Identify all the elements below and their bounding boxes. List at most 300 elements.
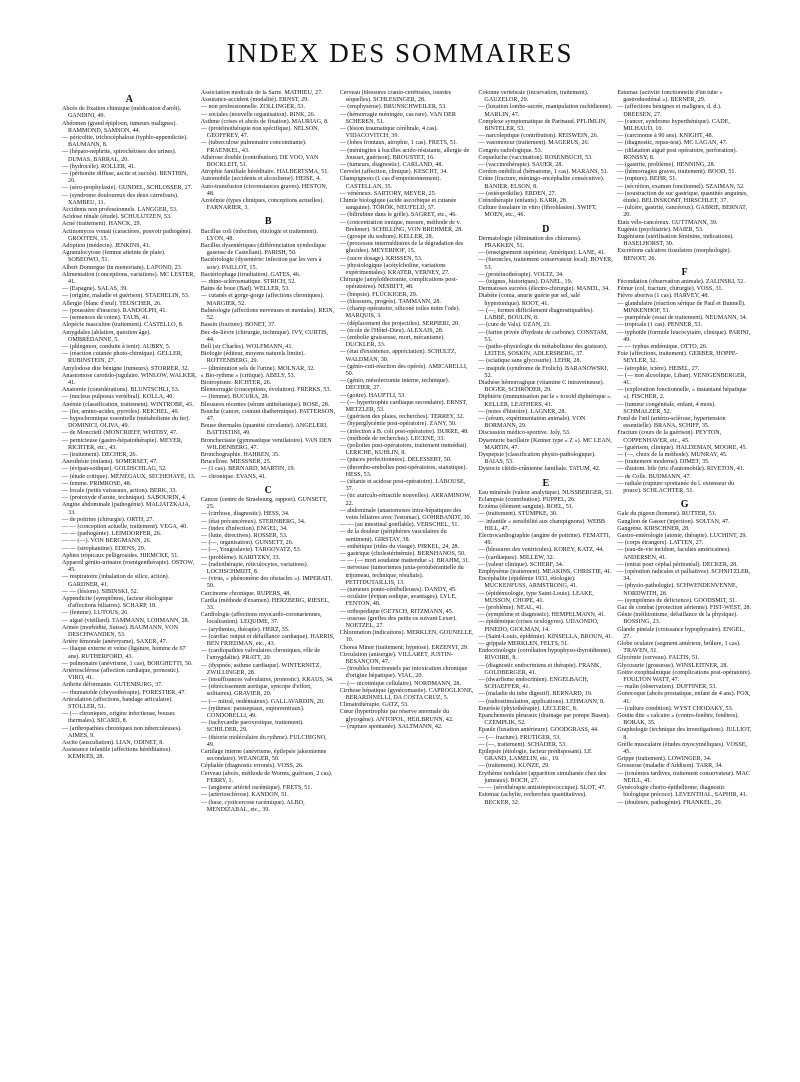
- index-entry: Azotémie (types cliniques, conceptions actuelles). FARNARIER, 3.: [200, 198, 324, 212]
- index-entry: — (enseignement supérieur, Amérique). LANE, 41.: [478, 250, 606, 257]
- index-entry: — (exploration fonctionnelle, « instantané hépatique »). FISCHER, 2.: [617, 387, 747, 401]
- index-entry: — (blessures, progrès). TAMMANN, 28.: [339, 298, 441, 305]
- index-entry: — (hydrocèle). ROLLER, 41.: [62, 163, 136, 170]
- index-entry: — rhumatoïde (chrysothérapie). FORESTIER, 47.: [62, 689, 186, 696]
- index-entry: — (déplacement des projectiles). SERPIERI, 20.: [339, 320, 460, 327]
- index-entry: — (patho-physiologie du métabolisme des graisses). LEITES, SOSKIN, ADLERSBERG, 37.: [478, 343, 608, 358]
- index-entry: — (arythmies, thérapie). HERZ, 35.: [200, 626, 290, 633]
- section-letter: F: [681, 266, 688, 278]
- index-entry: Complexe symptomatique de Parinaud. PFLIMLIN, BINTELER, 53.: [478, 118, 607, 133]
- index-entry: « Bio-rythme » (critique). ABELY, 53.: [200, 372, 296, 379]
- index-entry: Diphtérie (immunisation par le « toxoïd diphtérique ». KELLER, LEATHERS, 41.: [478, 394, 612, 408]
- index-entry: Erythème nodulaire (apparition simultanée chez des jumeaux). ROCH, 27.: [478, 770, 607, 784]
- index-entry: Abcès de fixation chimique (médication d'arrêt). GANDINI, 49.: [62, 106, 182, 120]
- index-entry: Cœur (hypertrophie par réserve anormale du glycogène). ANTOPOL, HEILBRUNN, 42.: [339, 709, 454, 723]
- index-entry: — (— mitral, oedémateux). GALLAVARDIN, 20.: [200, 698, 325, 705]
- index-entry: — (fer, amino-acides, pyrroles). REICHEL, 40.: [62, 408, 180, 415]
- index-entry: Grossesse (maladie d'Addison). TARR, 34.: [617, 763, 723, 770]
- index-entry: — (champ opératoire, siliconé toiles notre l'ode). MARQUIS, 3.: [339, 306, 461, 320]
- index-entry: Bouse thermales (quantité circulante). ANGELERI, BATTISTINI, 49.: [200, 423, 328, 437]
- index-entry: — (biopsie). FLÜCKIGER, 29.: [339, 291, 418, 298]
- index-entry: — (artériosclérose). KANDON, 51.: [200, 792, 289, 799]
- index-entry: — (pinces perfectionnées). DELESSERT, 50.: [339, 457, 452, 464]
- index-entry: Climatothérapie. GATZ, 53.: [339, 702, 409, 709]
- index-entry: — vasomoteur (traitement). MAGERUS, 26.: [478, 140, 590, 147]
- index-entry: — (— hypertrophie cardiaque secondaire). ERNST, METZLER, 53.: [339, 399, 468, 413]
- section-letter: A: [125, 94, 134, 105]
- index-entry: Alimentation (conceptions, variations). MC LESTER, 41.: [62, 271, 195, 286]
- index-entry: — hypochromique essentielle (métabolisme du fer). DOMINICI, OLIVA, 49.: [62, 415, 190, 430]
- index-entry: — (insuffisances valvulaires, pronostic). KRAUS, 34.: [200, 677, 334, 684]
- index-entry: — (soustraction de suc gastrique, quantités anguines, étude). BELINSKOMT, HIRSCHLET, 37.: [617, 190, 748, 205]
- index-entry: — (génio, mésolectomie interne, technique). DECHER, 27.: [339, 378, 450, 392]
- index-entry: Artère fémorale (anévrysme). SAXER, 47.: [62, 639, 168, 646]
- index-entry: — (tachycardie paroxystique, traitement). SCHILDER, 29.: [200, 720, 304, 734]
- index-entry: — épidémique (crises oculogyres). UDAONDO, PINEDO, GIOLMAN, 14.: [478, 619, 599, 633]
- index-entry: — (—, traitement). SCHÄDER, 53.: [478, 741, 567, 748]
- section-letter: D: [542, 223, 550, 235]
- index-entry: — typhoïde (formule leucocytaire, clinique). PARINI, 49.: [617, 329, 751, 343]
- index-entry: — (rupture spontanée). SALTMANN, 42.: [339, 723, 443, 730]
- index-entry: — (atrophie, ictère). HEBEL, 27.: [617, 365, 700, 372]
- index-entry: — pulmonaire (anévrisme, 1 cas), BORGHETTI, 50.: [62, 660, 193, 667]
- index-entry: — de Colle. BUDMANN, 47.: [617, 473, 692, 480]
- index-entry: — — (sérothérapie antistreptococcique). SLOT, 47.: [478, 785, 606, 792]
- index-entry: Association médicale de la Sarre. MATHIEU, 27.: [200, 90, 323, 96]
- index-entry: Champignons (1 cas d'empoisonnement). CASTELLAN, 35.: [339, 176, 441, 190]
- index-entry: Estomac (achylie, recherches quantitatives). BECKER, 32.: [478, 792, 587, 806]
- index-entry: — (eau-de-vie incident, facultés américaines). ANDERSEN, 41.: [617, 547, 731, 561]
- index-entry: Endocrinologie (corrélation hypophyso-thyroïdienne). RIVOIRE, 8.: [478, 648, 612, 662]
- index-entry: — (—, choix de la méthode). MUNRAY, 45.: [617, 451, 728, 458]
- index-entry: — (groupe du sodium). KELLER, 28.: [339, 234, 434, 241]
- index-entry: Bouche (cancer, courant diathermique). PATTERSON, 47.: [200, 408, 336, 422]
- index-entry: — (école de l'Hôtel-Dieu). ALEXAIS, 28.: [339, 327, 444, 334]
- index-entry: — — (conception actuelle, traitement). VEGA, 40.: [62, 523, 188, 530]
- index-entry: — (—, formes difficilement diagnostiquables). LABBÉ, BOULIN, 8.: [478, 307, 594, 322]
- index-entry: — (luxation lombo-sacrée, manipulation rachidienne). MARLIN, 47.: [478, 104, 613, 118]
- index-entry: — (dwarfisme endocrinien). ENGELBACH, SCHAEFFER, 41.: [478, 677, 589, 691]
- index-entry: — (traitement). DECHER, 26.: [62, 451, 138, 458]
- index-entry: — de Moncrieff (MONCRIEFF, WHITBY, 47.: [62, 430, 178, 437]
- index-entry: — (origine, maladie et guérison). STAEHELIN, 53.: [62, 293, 190, 300]
- index-entry: — (méthode de recherches). LECENE, 33.: [339, 435, 445, 442]
- index-entry: Asthme (crises et abcès de fixation). MAURIAG, 8.: [200, 118, 329, 125]
- index-entry: — (radiostimulation, applications). LEHMANN, 8.: [478, 698, 605, 705]
- index-entry: Fracture (cours de la guérison). PEYTON, COPPENHAVER, etc., 45.: [617, 430, 722, 444]
- index-entry: Culture tissulaire in vitro (fibroblastes). SWIFT, MOEN, etc., 46.: [478, 205, 597, 219]
- index-entry: — (problème). NEAL, 41.: [478, 605, 544, 612]
- index-entry: — (épidémiologie, type Saint-Louis). LEAKE, MUSSON, CHOPE, 41.: [478, 590, 594, 604]
- index-entry: — cutanés et gorge-gorge (affections chroniques). MARGIER, 52.: [200, 293, 324, 307]
- index-entry: Etats vélo-cancéreux. GUTTMANN, 39.: [617, 219, 718, 226]
- index-entry: — (douleurs, pathogénie). FRANKEL, 29.: [617, 799, 723, 806]
- index-entry: Colonne vertébrale (incurvation, traitement). GAUZELOR, 29.: [478, 90, 589, 104]
- index-entry: — (tumeurs ponto-cérébelleuses). DANDY, 45.: [339, 587, 457, 594]
- index-entry: — (sécrétion, examen fonctionnel). SZAIMAN, 52.: [617, 183, 745, 190]
- index-entry: — (culture condition). WYST CHODAKY, 53.: [617, 705, 734, 712]
- index-entry: Emphysème (traitement). MEAKINS, CHRISTIE, 41.: [478, 569, 612, 575]
- index-entry: Discussion médico-sportive. Joly, 53.: [478, 430, 571, 437]
- index-entry: — — (strophantine). EDENS, 29.: [62, 545, 146, 552]
- index-entry: — (péritonite diffuse, ascite et succès). BENTHIN, 26.: [62, 171, 188, 185]
- index-entry: — abdominale (anastomoses intra-hépatiques des voies biliaires avec l'estomac). GOHRBANDT, 30.: [339, 507, 472, 521]
- index-entry: Acné (traitement). HANCK, 29.: [62, 221, 142, 228]
- index-entry: — (traitement moderne). DIMET, 35.: [617, 459, 710, 466]
- index-entry: — (vaccinothérapie). SAUER, 28.: [478, 162, 563, 169]
- index-entry: Blessures récentes (sérum antitétanique). ROSE, 28.: [200, 401, 330, 408]
- index-entry: — (sérum, expérimentation animale). VON BORMANN, 29.: [478, 415, 586, 430]
- index-entry: — (radiothérapie, réticulocytes, variations). LOCHSCHMIDT, 8.: [200, 561, 309, 575]
- index-entry: — (dilatation aiguë post opératoire, perforation). RONSSY, 8.: [617, 147, 738, 161]
- index-entry: — (phlegmon, conduite à tenir). AUBRY, 5.: [62, 343, 171, 350]
- index-entry: — (angiome artériel racémique). FRETS, 51.: [200, 785, 312, 792]
- index-entry: Bacilles dysentériques (différenciation symbolique gaseuse de Castellani). PARISH, 50.: [200, 243, 326, 257]
- index-entry: — (femme). LUTOUS, 26.: [62, 610, 129, 617]
- index-entry: Estomac (activité fonctionnelle d'un tube « gastroduodénal »). BERNER, 29.: [617, 90, 723, 104]
- section-letter: B: [264, 216, 272, 228]
- index-entry: — péricolite, trichocéphalose (typhlo-appendicite). BAUMANN, 8.: [62, 135, 188, 149]
- index-entry: — aiguë (vieillard). TAMMANN, LOHMANN, 28.: [62, 617, 190, 624]
- index-entry: — (rupture). BEHR, 51.: [617, 176, 677, 183]
- index-entry: Epanchements pleuraux (drainage par pompe Busen). CZEMPLIK, 52.: [478, 713, 611, 727]
- index-entry: — (génio-cuti-réaction des opérés). AMICARELLI, 50.: [339, 363, 468, 377]
- index-entry: Abdomen (grand épiploon, tumeurs malignes). RAMMOND, SAMSON, 44.: [62, 120, 177, 134]
- index-entry: — (cure de Vals). UZAN, 23.: [478, 322, 551, 329]
- index-entry: Albert Domergue (in memoriam). LAFOND, 23.: [62, 264, 183, 271]
- index-entry: Arthrite déformante. GUTENBURG, 37.: [62, 682, 163, 689]
- index-entry: Agranulocytose (femme atteinte de plaie). SOBEOWO, 51.: [62, 250, 166, 264]
- index-entry: — — (— mort soudaine inattendue »). BRAHM, 31.: [339, 558, 470, 565]
- index-entry: — (diminution sels de l'urine). MOLNAR, 32.: [200, 365, 315, 372]
- index-entry: Anastomose carotido-jugulaire. WINLOW, WALKER, 41.: [62, 372, 197, 386]
- index-entry: Gale du pigeon (homme). RUTTER, 51.: [617, 511, 717, 518]
- index-entry: — — (pathogénie). LEIMDORFER, 26.: [62, 531, 162, 538]
- index-entry: — radiale (rupture spontanée du l. extenseur du pouce). SCHLACHTER, 51.: [617, 480, 735, 494]
- index-entry: — (thrombo-embolies post-opératoires, statistique). HESS, 53.: [339, 464, 467, 478]
- index-entry: — (arthropathies chroniques non tuberculeuses). AIMES, 9.: [62, 725, 182, 739]
- index-entry: Ascite (auscultation). LIAN, ODINET, 8.: [62, 740, 164, 747]
- index-entry: Eczéma (élément sanguin). ROEL, 51.: [478, 504, 574, 511]
- index-entry: Articulation (affections, bandage articulaire). STOLLER, 51.: [62, 696, 173, 711]
- index-entry: Enurésie (phytothérapie). LECLERC, 8.: [478, 705, 578, 712]
- index-columns: [62, 90, 752, 1070]
- index-entry: — oculaire (évipan sodique, avantages). LYLE, FENTON, 48.: [339, 594, 457, 608]
- index-entry: — (méningites à bacilles acido-résistants, allergie de Jousset, guérison). BROUSTET, 16.: [339, 147, 470, 161]
- index-entry: — insipide (syndrome de Frolich). BARANOWSKI, 52.: [478, 365, 609, 379]
- index-entry: Adoption (médecin). JENKINS, 41.: [62, 243, 151, 250]
- index-entry: Circulation (anisergie). VILLARET, JUSTIN-BESANÇON, 47.: [339, 651, 453, 666]
- index-entry: — de poitrine (chirurgie). ORTH, 27.: [62, 516, 154, 523]
- index-entry: — (rythmes: paraseptaux, supraventraux). CONDORELLI, 49.: [200, 705, 305, 720]
- index-entry: Fièvre aboriva (1 cas). HARVEY, 48.: [617, 293, 710, 300]
- index-entry: — (diagnostic endocriniens et thérapie). FRANK, GOLDBERGER, 41.: [478, 662, 602, 676]
- index-column-5: [617, 90, 752, 1070]
- index-entry: Bactériophage (irradiation). GATES, 46.: [200, 271, 301, 278]
- index-entry: Electrocardiographie (angine de poitrine). FEMATTI, 49.: [478, 532, 611, 547]
- index-entry: — (sucre dosage). KRISSEN, 53.: [339, 255, 423, 262]
- index-entry: Alopécie masculine (traitement). CASTELLO, 8.: [62, 322, 184, 329]
- index-entry: — (virus, « phénomène des obstacles »). IMPERATI, 50.: [200, 576, 333, 590]
- index-entry: Cardia (méthode d'examen). HERZBERG, RIESEL, 33.: [200, 597, 330, 612]
- index-entry: — (cardiopathies valvulaires chroniques, rôle de l'amygdalite). PRATT, 20.: [200, 648, 321, 662]
- index-entry: — (étude critique). MÉNÉGAUX, SECHEHAYE, 13.: [62, 473, 196, 480]
- index-entry: Bacillus coli (infection, étiologie et traitement). LYON, 48.: [200, 228, 318, 242]
- index-entry: — malin (observation). DUFFINER, 53.: [617, 684, 717, 691]
- index-entry: Gastro-entérologie (atonie, thérapie). LUCHINT, 29.: [617, 532, 748, 539]
- index-entry: — (traitement). STÜMPKE, 30.: [478, 511, 558, 518]
- index-entry: Bactériologie (dysentérie: infection par les vers à soie). PAILLOT, 15.: [200, 257, 322, 271]
- index-entry: — pernicieuse (gastro-hépatothérapie). MEYER, RICHTER, etc., 43.: [62, 437, 183, 451]
- index-entry: Chirurgie (amyloïdectomie, complications post-opératoires). NESBITT, 48.: [339, 277, 458, 291]
- index-entry: — (protéinothérapie non spécifique). NELSON, GEOFFREY, 47.: [200, 126, 320, 140]
- index-column-3: [340, 90, 475, 1070]
- index-entry: Goitre exophtalmique (complications post-opératoire). FOULTON WATT, 47.: [617, 669, 752, 684]
- index-entry: — (sciatique sans glycosurie). LEHR, 28.: [478, 358, 582, 365]
- index-entry: — (carcinome à 90 ans). KNIGHT, 48.: [617, 133, 714, 140]
- index-entry: Eclampsie (contribution). PUPPEL, 26.: [478, 496, 576, 503]
- index-entry: Cervelet (affection, clinique). KESCHT, 34.: [339, 169, 448, 176]
- index-entry: Cerveau (abcès, méthode de Worms, guérison, 2 cas). FERRY, 1.: [200, 770, 333, 784]
- index-entry: — (concentration ionique, mesure, méthode de v. Brehmer). SCHILLING, VON BREHMER, 28.: [339, 219, 463, 233]
- index-entry: Bains de boue (Bad). WELLER, 53.: [200, 286, 290, 293]
- index-entry: — (tic auriculo-rétractile nouvelles). ARRAMINOW, 22.: [339, 493, 472, 507]
- index-entry: — (— fracture). FRUTIGER, 53.: [478, 734, 561, 741]
- index-entry: Gangrène. KIRSCHNER, 28.: [617, 525, 690, 532]
- index-entry: — (furoncles, traitement conservateur local). BOYER, 53.: [478, 257, 613, 271]
- index-entry: — (1 cas). BERNARD, MARTIN, 19.: [200, 466, 296, 473]
- index-entry: Appendicite (symptômes, facteur étiologique d'affections biliaires). SCHARP, 18.: [62, 596, 173, 610]
- index-entry: — (tuberculose pulmonaire concomitante). FRAENKEL, 43.: [200, 140, 307, 154]
- index-entry: Amygdales (ablation, question âge). OMBRÉDANNE, 5.: [62, 329, 151, 343]
- index-entry: Assistance infantile (affections héréditaires). KEMKES, 28.: [62, 747, 172, 761]
- index-entry: — (opération radicales et palliatives). SCHNITZLER, 34.: [617, 569, 751, 583]
- index-entry: — de la douleur (périphéries vasculaires du sentiment). GIRSTAY, 38.: [339, 529, 447, 543]
- index-entry: Biologie (éditeur, moyens naturels limite). ROTTENBERG, 29.: [200, 351, 305, 365]
- index-entry: Bronchographie. HAHREN, 35.: [200, 451, 280, 458]
- index-entry: — (cardiaques). MILLEW, 32.: [478, 554, 555, 561]
- index-entry: Eugénie (psychiatrie). MAIER, 53.: [617, 226, 704, 233]
- index-entry: — (valeur clinique). SCHERF, 34.: [478, 561, 564, 568]
- index-entry: Ganglion de Gasser (injection). SOLTAN, 47.: [617, 518, 730, 525]
- index-entry: Bassin (fracture). BONET, 37.: [200, 322, 276, 329]
- index-entry: Glycosurie (grossesse). WINSLEITNER, 28.: [617, 662, 728, 669]
- index-entry: — (séro-prophylaxie). GUNDEL, SCHLOSSER, 27.: [62, 185, 193, 192]
- index-entry: Cancer (centre de Strasbourg, rapport). GUNSETT, 25.: [200, 496, 328, 511]
- index-entry: — (lobes frontaux, atrophie, 1 cas). FRETS, 51.: [339, 140, 458, 147]
- index-entry: — (rétrécissement aortique, syncope d'effort, solitaires). GRAVIER, 20.: [200, 684, 312, 698]
- index-entry: Eau minérale (valeur analytique). NUSSBERGER, 53.: [478, 489, 613, 496]
- index-entry: Fécondation (observation animale). ZALINSKI, 52.: [617, 279, 745, 286]
- index-entry: Anesthésie (enfants). SOMERSET, 47.: [62, 459, 158, 466]
- index-column-4: [478, 90, 613, 1070]
- index-entry: Armée (morbidité, Suisse). BAUMANN, VON DESCHWANDEN, 53.: [62, 624, 179, 639]
- index-entry: — (nucleus pulposus vertébral). KOLLA, 40.: [62, 394, 174, 401]
- index-entry: — respiratoire (inhalation de silice, action). GARDNER, 41.: [62, 574, 170, 588]
- index-entry: — non professionnelle. ZOLLINGER, 53.: [200, 104, 305, 111]
- index-entry: Actinomyces vonati (caractères, pouvoir pathogène). GROOTEN, 15.: [62, 228, 192, 242]
- index-entry: Gaz de combat (protection aérienne). FIST-WEST, 28.: [617, 605, 752, 612]
- index-entry: — vénéneux. SARTORY, MEYER, 25.: [339, 190, 437, 197]
- index-entry: Dysenterie bacillaire (Kenner type « Z »). MC LEAN, MARTIN, 47.: [478, 437, 612, 451]
- index-entry: Graphologie (technique des investigations). JULLIOT, 8.: [617, 727, 752, 741]
- index-entry: — (embolie graisseuse, mort, mécanisme). DUCKLER, 33.: [339, 334, 445, 349]
- index-entry: Dystocie cléido-crânienne familiale. TATUM, 42.: [478, 466, 601, 473]
- index-entry: — (troubles fonctionnels par intoxication chronique d'origine hépatique). VIAL, 20.: [339, 666, 468, 680]
- index-entry: Diabète (coma, anurie guérie par sel, salé hypertonique). ROOT, 41.: [478, 293, 581, 307]
- index-entry: Grèfle musculaire (études myocyméliques). VOSSE, 45.: [617, 741, 748, 756]
- index-entry: — (protéinothérapie). VOLTZ, 34.: [478, 271, 564, 278]
- index-entry: Automobile (accidents et alcoolisme). HEISE, 4.: [200, 176, 321, 183]
- index-entry: — (ulcère, gastrite, cancéreux). GABRIE, BERNAT, 20.: [617, 205, 748, 219]
- index-entry: — (entrai pour céphal péritonéal). DECKER, 28.: [617, 561, 738, 568]
- index-entry: Chorea Minor (traitement: hypnose). ERZENYI, 29.: [339, 644, 469, 651]
- index-entry: — nerveuse (tumorismes juxta-protubérantielle du trijumeau, technique, résultats). PETITDUTAILLIS, 13.: [339, 565, 464, 586]
- index-entry: — (gastrite, problème). HENNING, 28.: [617, 162, 716, 169]
- index-entry: — (maladie du tube digestif). BERNARD, 19.: [478, 691, 593, 698]
- index-entry: Céphalée (diagnostic erronés). VOSS, 26.: [200, 763, 304, 770]
- index-entry: Cordon ombilical (hématome, 1 cas). MARANS, 51.: [478, 169, 609, 176]
- index-entry: — (protoxyde d'azote, technique). SABOURIN, 4.: [62, 495, 187, 502]
- index-entry: — (Saint-Louis, épidémie). KINSELLA, BROUN, 41.: [478, 633, 613, 640]
- index-entry: — (infection à B. coli post-opératoire). DURRE, 48.: [339, 428, 469, 435]
- index-entry: — gastrique (cholestérinémie). BERNHANOS, 50.: [339, 551, 466, 557]
- index-entry: — (hémorragie méningée, cas rare). VAN DER SCHEREN, 51.: [339, 111, 456, 125]
- index-entry: — femme. PRIMROSE, 48.: [62, 480, 132, 487]
- index-entry: — narcoleptique (contribution). REISWEIN, 26.: [478, 133, 599, 140]
- index-entry: — (notes d'histoire). LAGNER, 28.: [478, 408, 566, 415]
- index-entry: — (état précancéreux). STERNBERG, 34.: [200, 518, 306, 525]
- index-entry: Brucellose. MIESSNER, 25.: [200, 459, 272, 466]
- index-entry: Epilepsie (étiologie, facteur prédisposant). LE GRAND, LAMELIN, etc., 19.: [478, 749, 592, 763]
- index-entry: Dermatologie (élimination des chlorures). PRAKKEN, 51.: [478, 235, 582, 250]
- index-entry: — puerpérale (essai de traitement). NEUMANN, 34.: [617, 315, 748, 322]
- index-entry: Glycémie (cerveau). FALTIS, 51.: [617, 655, 700, 662]
- index-entry: Amylodose dite bénigne (rumeurs). STORRER, 32.: [62, 365, 190, 372]
- index-entry: — (lutte, directives). ROSSER, 53.: [200, 532, 288, 539]
- index-entry: — — (lésions). SIBINSKI, 52.: [62, 588, 139, 595]
- index-entry: Carcinome chronique. RUPERS, 48.: [200, 590, 291, 597]
- index-entry: Bell (sir Charles). WOLFMANN, 41.: [200, 343, 293, 350]
- index-entry: — (traitement). KUNZE, 29.: [478, 763, 550, 770]
- index-entry: Diathèse hémorragique (vitamine C intraveineuse). BOGER, SCHRÖDER, 29.: [478, 379, 605, 394]
- index-entry: Bec-de-lièvre (chirurgie, technique). IVY, CURTIS, 44.: [200, 329, 329, 343]
- index-entry: Balnéologie (affections nerveuses et mentales). REIN, 52.: [200, 307, 335, 322]
- index-entry: — (syndrome douloureux des deux carrefours). XAMBEU, 11.: [62, 192, 179, 206]
- index-entry: — (semences de coton). TAUB, 41.: [62, 315, 150, 322]
- index-entry: — (théorie moléculaire du rythme). FULCHIGNO, 49.: [200, 734, 327, 748]
- index-entry: — (cardiac output et défaillance cardiaque). HARRIS, BEN FRIEDMAN, etc., 43.: [200, 633, 335, 648]
- index-entry: — orthopédique (GETSCH, RITZMANN, 45.: [339, 608, 454, 615]
- index-entry: — (ostéopoïkilie). ERDEN, 27.: [478, 190, 557, 197]
- index-entry: — (blessures des ventricules). KOREY, KATZ, 44.: [478, 547, 604, 554]
- index-entry: Dermatoses sucrées (électro-chirurgie). MANDL, 34.: [478, 286, 610, 293]
- index-entry: Crénothérapie (enfants). KARR, 28.: [478, 198, 568, 205]
- index-entry: Cirrhose hépatique (gynécomastie). CAPROGLIONE, BERARDINELLI, DA COSTA CRUZ, 5.: [339, 687, 474, 702]
- index-entry: Grippe (traitement). LOWINGER, 34.: [617, 756, 712, 763]
- index-entry: Blennorragie (conceptions, évolution). FRERKS, 53.: [200, 387, 332, 394]
- index-entry: Aphtes tropicaux pelligrosides. HIEMCKE, 51.: [62, 552, 179, 559]
- index-entry: Coqueluche (vaccination). ROSENBUCH, 53.: [478, 154, 593, 161]
- index-entry: Angine abdominale (pathogénie). MALJATZKAJA, 33.: [62, 502, 191, 516]
- index-entry: Cerveau (blessures cranio-cérébrales, lourdes séquelles). SCHLESINGER, 28.: [339, 90, 452, 104]
- index-entry: — (farine privée d'hydrate de carbone). CONSTAM, 53.: [478, 329, 608, 343]
- index-entry: — infantile « sensibilité aux champignons). WEBB HILL, 47.: [478, 518, 605, 532]
- index-entry: Eugénisme (stérilisation féminine, indications). HASELHORST, 30.: [617, 234, 734, 248]
- index-entry: Acidose rénale (étude). SCHULUTZEN, 53.: [62, 214, 172, 221]
- index-entry: — (index d'infection). ENGEL, 34.: [200, 525, 288, 532]
- index-entry: — (processus intermédiaires de la dégradation des glucides). MEYERHOF, 15.: [339, 241, 464, 255]
- index-entry: — (tumeur congénitale, enfant, 4 mois). SCHMALZER, 52.: [617, 401, 716, 415]
- index-entry: — physiologique (acétylcholine, variations expérimentales). KRATER, VERNEY, 27.: [339, 262, 450, 277]
- index-entry: Encéphalite (épidémie 1933, étiologie). MUCKENFUSS, ARMSTRONG, 41.: [478, 576, 578, 590]
- index-entry: — (hyperglycémie post-opératoire). ZANY, 50.: [339, 421, 457, 428]
- index-entry: Dyspepsie (classification physio-pathologique). BAIAS, 53.: [478, 451, 596, 466]
- index-entry: — (cancer, syndrome hyperthénique). CADE, MILHAUD, 10.: [617, 118, 730, 133]
- index-entry: Cartilage interne (anévrisme, épilepsie jaksonienne secondaire). WEANGER, 50.: [200, 749, 327, 763]
- index-entry: — — (au intestinal gonflable). VERSCHEL, 51.: [339, 522, 460, 529]
- index-entry: Goutte dite « calcaire » (contro-fenêtre, fenêtres). BORAK, 35.: [617, 713, 739, 727]
- index-entry: — (tétanie et acidose post-opératoire). LABOUSE, 37.: [339, 478, 466, 493]
- index-entry: — (problème). KARITZKY, 33.: [200, 554, 281, 561]
- section-letter: E: [542, 477, 550, 489]
- index-entry: — (femme). BUCURA, 28.: [200, 394, 270, 401]
- index-entry: — (bilirubine dans le grêle). SAGRET, etc., 46.: [339, 212, 457, 219]
- index-entry: — (goitre). HAUPTLI, 53.: [339, 392, 406, 399]
- section-letter: G: [680, 499, 689, 511]
- index-entry: Glande pinéale (croissance hypophysaire). ENGEL, 27.: [617, 626, 745, 640]
- index-entry: Excrétions calcaires tissulaires (morphologie). BENOIT, 26.: [617, 248, 732, 262]
- index-entry: — sociales (nouvelle organisation). RINK, 26.: [200, 111, 316, 118]
- index-entry: — (toxémies tardives, traitement conservateur). MAC NEILL, 41.: [617, 770, 751, 784]
- index-column-1: [62, 90, 197, 1070]
- index-entry: — (— nicotinique cellulaire). NORDMANN, 28.: [339, 680, 462, 687]
- index-entry: — (teignes, historiques). DANEL, 19.: [478, 279, 573, 286]
- index-entry: Appareil génito-urinaire (roentgenthérapie). OSTOW, 45.: [62, 560, 195, 574]
- index-entry: — (guérison des plaies, recherches). TERREY, 32.: [339, 414, 465, 421]
- index-entry: — chronique. EVANS, 41.: [200, 473, 267, 480]
- index-column-2: [201, 90, 336, 1070]
- index-entry: Globe oculaire (segment antérieur, brûlure, 1 cas). TRAVEN, 51.: [617, 641, 741, 655]
- index-entry: — (dyspnée, asthme cardiaque). WINTERNITZ, ZWILLINGER, 28.: [200, 662, 321, 676]
- index-entry: — (polioites post-opératoires, traitement immédiat). LERICHE, KUHLIN, 8.: [339, 442, 468, 457]
- index-entry: — (emphysème). BRUNSCHWEILER, 53.: [339, 104, 447, 111]
- index-entry: Accidents non professionnels. LANGGER, 53.: [62, 207, 178, 214]
- index-entry: Anémie (classification, traitement). WINTROBE, 43.: [62, 401, 194, 408]
- index-entry: Chimie biologique (acide ascorbique et cutanée sanguine). TÖRÖK, NEUFELD, 37.: [339, 198, 457, 212]
- index-entry: Chloruration (indications). MERKLEN, GOUNELLE, 10.: [339, 630, 474, 644]
- index-entry: Fémur (col, fracture, chirurgie). VOSS, 31.: [617, 286, 724, 293]
- index-entry: — grippale MERKLEN, FELTS, 51.: [478, 641, 569, 648]
- index-entry: Cardiologie (affections myocardo-coronariennes, localisation). LEQUIME, 37.: [200, 612, 322, 626]
- index-entry: Gonocoque (abcès prostatique, enfant de 4 ans). FOX, 41.: [617, 691, 751, 705]
- index-entry: Assurance-accident (modalité). ERNST, 29.: [200, 97, 309, 104]
- index-entry: Génie (méthionisme, défaillance de la physique). BOSSING, 23.: [617, 612, 738, 626]
- index-entry: — esthétique (rides du visage). PIRKEL, 24, 28.: [339, 543, 460, 550]
- index-entry: — (réaction cutanée photo-chimique). GELLER, RUBINSTEIN, 27.: [62, 351, 183, 365]
- index-entry: — (hémorragies graves, traitement). BOOD, 51.: [617, 169, 737, 176]
- index-entry: — (base, cysticercose racémique). ALBO, MENDIZABAL, etc., 39.: [200, 799, 305, 813]
- index-entry: Athérose double (contribution). DE VOO, VAN BOCKLEIT, 51.: [200, 154, 319, 169]
- index-entry: — (lésion traumatique cérébrale, 4 cas). VIDACOVITCH, 39.: [339, 126, 438, 140]
- index-entry: — — typhus endémique. OTTO, 26.: [617, 343, 708, 350]
- index-entry: Foie (affections, traitement). GERBER, HOPPE-SEYLER, 32.: [617, 351, 738, 365]
- index-entry: — (symptômes de déficience). GOODSMIT, 51.: [617, 597, 737, 604]
- index-entry: — (—, Yougoslavie). TARGOVATZ, 53.: [200, 547, 302, 554]
- index-entry: — (—, organisation). GUNSETT, 26.: [200, 540, 294, 547]
- index-entry: Artériosclérose (affection cardiaque, pronostic). VIRO, 41.: [62, 668, 180, 682]
- index-entry: — (— non alcoolique, Liban). VENIGENBERGER, 41.: [617, 372, 747, 386]
